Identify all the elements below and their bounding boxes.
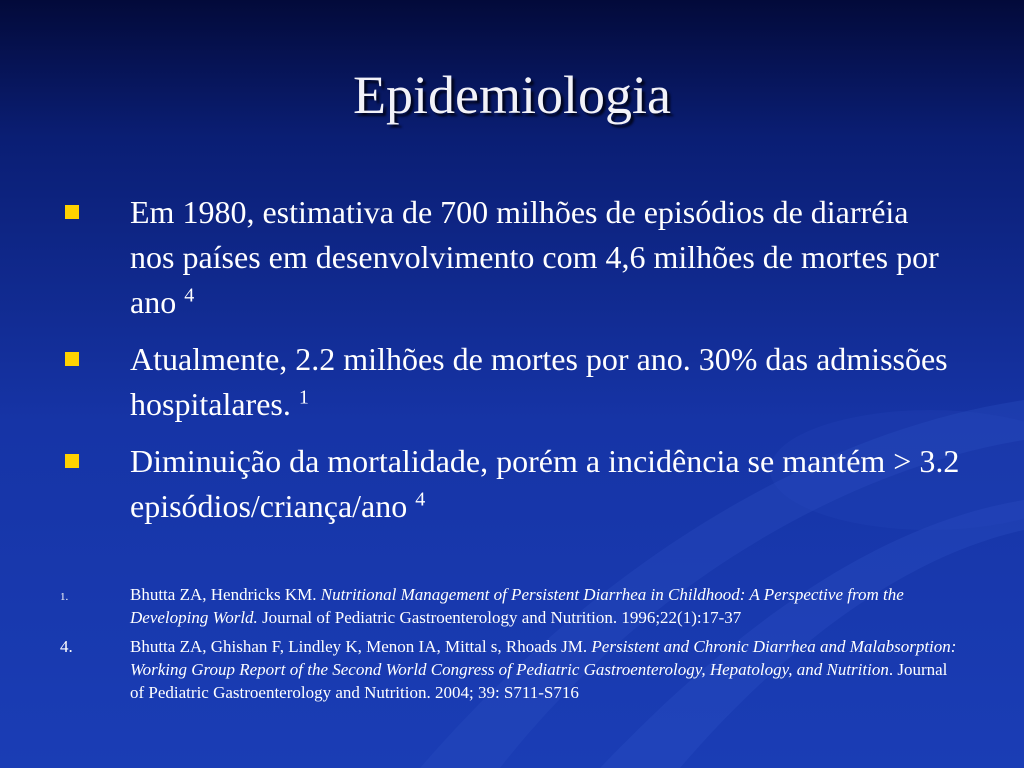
- reference-source: . Journal of Pediatric Gastroenterology and Nutrition. 2004; 39: S711-S716: [130, 660, 948, 702]
- reference-title: Persistent and Chronic Diarrhea and Malabsorption: Working Group Report of the Second World Congress of Pediatric Gastroenterology, Hepatology, and Nutrition: [130, 637, 957, 679]
- reference-source: Journal of Pediatric Gastroenterology and Nutrition. 1996;22(1):17-37: [262, 608, 742, 627]
- bullet-item: [60, 337, 960, 427]
- bullet-list: [60, 190, 960, 541]
- bullet-text: Atualmente, 2.2 milhões de mortes por ano. 30% das admissões hospitalares.: [130, 341, 948, 422]
- reference-number: 4.: [60, 637, 73, 656]
- bullet-item: [60, 439, 960, 529]
- bullet-reference: 1: [298, 386, 309, 409]
- square-bullet-icon: [65, 454, 79, 468]
- reference-list: [60, 583, 960, 710]
- reference-authors: Bhutta ZA, Hendricks KM.: [130, 585, 317, 604]
- square-bullet-icon: [65, 205, 79, 219]
- bullet-reference: 4: [415, 488, 426, 511]
- reference-title: Nutritional Management of Persistent Diarrhea in Childhood: A Perspective from the Developing World.: [130, 585, 904, 627]
- reference-authors: Bhutta ZA, Ghishan F, Lindley K, Menon IA, Mittal s, Rhoads JM.: [130, 637, 588, 656]
- reference-item: [60, 583, 960, 629]
- slide-title: Epidemiologia: [353, 65, 671, 125]
- reference-number: 1.: [60, 591, 69, 603]
- square-bullet-icon: [65, 352, 79, 366]
- reference-item: [60, 635, 960, 704]
- bullet-text: Em 1980, estimativa de 700 milhões de episódios de diarréia nos países em desenvolvimento com 4,6 milhões de mortes por ano: [130, 194, 939, 320]
- bullet-reference: 4: [184, 284, 195, 307]
- bullet-item: [60, 190, 960, 325]
- bullet-text: Diminuição da mortalidade, porém a incidência se mantém > 3.2 episódios/criança/ano: [130, 443, 960, 524]
